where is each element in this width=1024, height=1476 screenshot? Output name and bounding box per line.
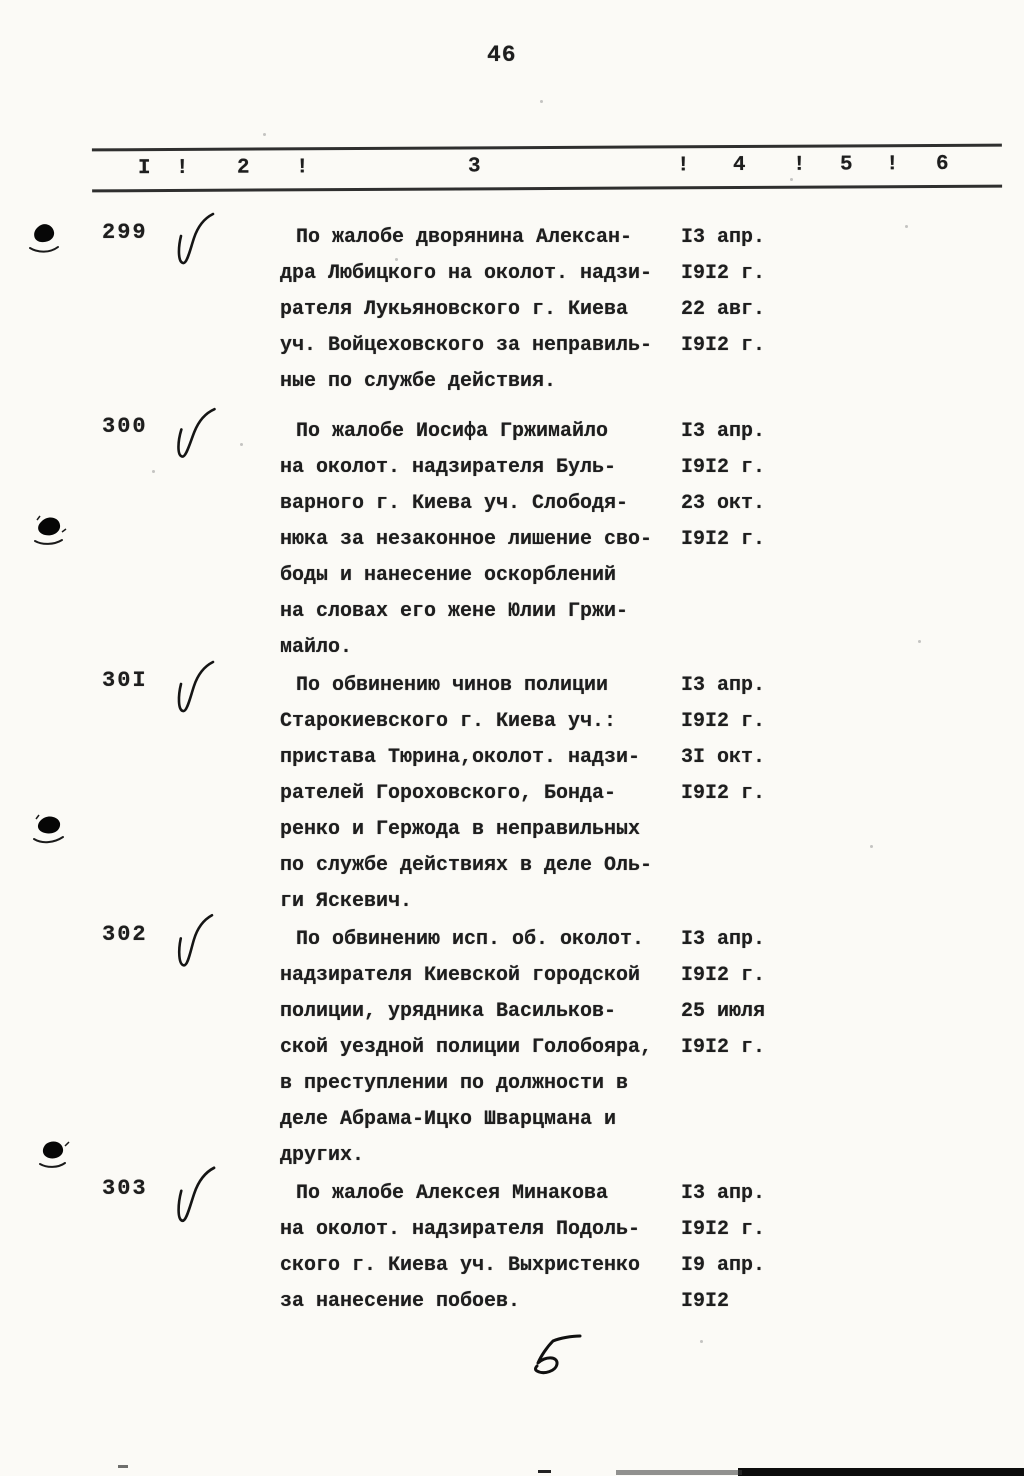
entry-description (280, 414, 682, 666)
entry-date-line: 22 авг. (681, 298, 766, 321)
entry-date-line: 3I окт. (681, 746, 766, 769)
entry-text-line: дра Любицкого на околот. надзи- (280, 262, 653, 285)
scan-speck (263, 133, 266, 136)
entry-dates (681, 220, 821, 364)
entry-text-line: нюка за незаконное лишение сво- (280, 528, 653, 551)
entry-text-line: варного г. Киева уч. Слободя- (280, 492, 629, 515)
entry-text-line: пристава Тюрина,околот. надзи- (280, 746, 641, 769)
entry-number: 302 (102, 922, 148, 947)
entry-dates (681, 668, 821, 812)
column-separator: ! (295, 156, 309, 180)
entry-description (280, 220, 682, 400)
entry-date-line: I3 апр. (681, 226, 766, 249)
column-header-1: I (137, 157, 151, 181)
entry-text-line: деле Абрама-Ицко Шварцмана и (280, 1108, 617, 1131)
ink-blot (31, 1138, 75, 1174)
entry-text-line: Старокиевского г. Киева уч.: (280, 710, 617, 733)
entry-date-line: 25 июля (681, 1000, 766, 1023)
column-separator: ! (885, 153, 899, 177)
entry-date-line: I9I2 (681, 1290, 730, 1313)
entry-text-line: боды и нанесение оскорблений (280, 564, 617, 587)
entry-text-line: майло. (280, 636, 353, 659)
entry-date-line: I3 апр. (681, 1182, 766, 1205)
entry-date-line: I9I2 г. (681, 1218, 766, 1241)
entry-text-line: полиции, урядника Васильков- (280, 1000, 617, 1023)
column-header-5: 5 (839, 153, 853, 177)
column-header-4: 4 (732, 153, 746, 178)
entry-text-line: ренко и Гержода в неправильных (280, 818, 641, 841)
handwritten-five-mark (528, 1328, 598, 1388)
entry-text-line: По жалобе Алексея Минакова (296, 1182, 609, 1205)
scan-speck (395, 258, 398, 261)
column-header-3: 3 (467, 155, 481, 179)
scan-speck (918, 640, 921, 643)
scan-speck (152, 470, 155, 473)
entry-dates (681, 414, 821, 558)
scan-speck (240, 443, 243, 446)
entry-number: 303 (102, 1176, 148, 1201)
entry-text-line: ского г. Киева уч. Выхристенко (280, 1254, 641, 1277)
ink-blot (22, 222, 66, 258)
entry-date-line: I9I2 г. (681, 456, 766, 479)
entry-text-line: в преступлении по должности в (280, 1072, 629, 1095)
entry-date-line: 23 окт. (681, 492, 766, 515)
entry-date-line: I3 апр. (681, 420, 766, 443)
entry-date-line: I9I2 г. (681, 964, 766, 987)
entry-number: 299 (102, 220, 148, 245)
entry-text-line: по службе действиях в деле Оль- (280, 854, 653, 877)
entry-dates (681, 922, 821, 1066)
entry-text-line: уч. Войцеховского за неправиль- (280, 334, 653, 357)
scan-speck (790, 178, 793, 181)
column-header-6: 6 (935, 152, 949, 176)
entry-date-line: I3 апр. (681, 928, 766, 951)
handwritten-checkmark-icon (168, 212, 216, 274)
entry-text-line: других. (280, 1144, 365, 1167)
entry-text-line: на околот. надзирателя Буль- (280, 456, 617, 479)
column-separator: ! (175, 156, 189, 180)
entry-text-line: на околот. надзирателя Подоль- (280, 1218, 641, 1241)
column-separator: ! (792, 153, 806, 177)
table-header (92, 144, 1002, 193)
entry-text-line: ги Яскевич. (280, 890, 413, 913)
entry-text-line: надзирателя Киевской городской (280, 964, 641, 987)
column-separator: ! (676, 154, 690, 178)
entry-description (280, 922, 682, 1174)
entry-date-line: I9I2 г. (681, 528, 766, 551)
handwritten-checkmark-icon (167, 913, 217, 977)
entry-date-line: I9I2 г. (681, 1036, 766, 1059)
entry-date-line: I9I2 г. (681, 262, 766, 285)
entry-date-line: I9I2 г. (681, 710, 766, 733)
ink-blot (27, 514, 71, 550)
scan-speck (870, 845, 873, 848)
entry-text-line: ные по службе действия. (280, 370, 557, 393)
scan-speck (540, 100, 543, 103)
entry-description (280, 668, 682, 920)
column-header-2: 2 (236, 156, 250, 180)
scan-artifact (118, 1465, 128, 1468)
ink-blot (27, 812, 71, 848)
header-rule-top (92, 144, 1002, 152)
page-number: 46 (487, 42, 517, 68)
entry-text-line: рателя Лукьяновского г. Киева (280, 298, 629, 321)
entry-text-line: По обвинению чинов полиции (296, 674, 609, 697)
handwritten-checkmark-icon (166, 405, 217, 469)
entry-text-line: По обвинению исп. об. околот. (296, 928, 645, 951)
entry-text-line: ской уездной полиции Голобояра, (280, 1036, 653, 1059)
scan-artifact (538, 1470, 551, 1473)
scan-edge-band (616, 1470, 742, 1475)
scan-speck (905, 225, 908, 228)
entry-text-line: рателей Гороховского, Бонда- (280, 782, 617, 805)
entry-date-line: I3 апр. (681, 674, 766, 697)
scan-speck (700, 1340, 703, 1343)
entry-date-line: I9I2 г. (681, 334, 766, 357)
scan-edge-band (738, 1468, 1024, 1476)
entry-text-line: По жалобе Иосифа Гржимайло (296, 420, 609, 443)
entry-text-line: за нанесение побоев. (280, 1290, 521, 1313)
entry-dates (681, 1176, 821, 1320)
entry-description (280, 1176, 682, 1320)
header-rule-bottom (92, 185, 1002, 193)
entry-text-line: на словах его жене Юлии Гржи- (280, 600, 629, 623)
entry-date-line: I9I2 г. (681, 782, 766, 805)
entry-number: 300 (102, 414, 148, 439)
entry-date-line: I9 апр. (681, 1254, 766, 1277)
entry-number: 30I (102, 668, 148, 693)
handwritten-checkmark-icon (168, 660, 216, 722)
entry-text-line: По жалобе дворянина Алексан- (296, 226, 633, 249)
handwritten-checkmark-icon (167, 1164, 217, 1234)
